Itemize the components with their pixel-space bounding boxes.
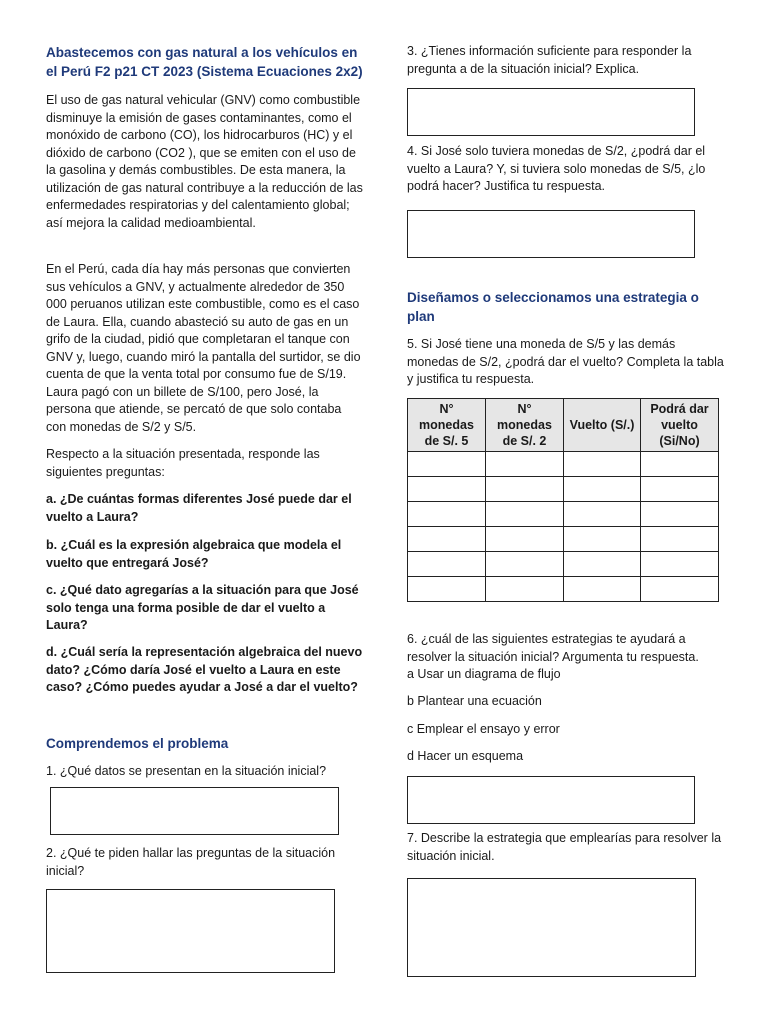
table-row	[408, 452, 719, 477]
table-cell[interactable]	[641, 502, 719, 527]
question-1: 1. ¿Qué datos se presentan en la situación inicial?	[46, 764, 327, 778]
table-row	[408, 577, 719, 602]
section-heading-comprendemos: Comprendemos el problema	[46, 736, 229, 751]
table-cell[interactable]	[564, 452, 641, 477]
table-cell[interactable]	[408, 477, 486, 502]
table-cell[interactable]	[486, 477, 564, 502]
question-b: b. ¿Cuál es la expresión algebraica que modela el vuelto que entregará José?	[46, 538, 342, 570]
table-row	[408, 477, 719, 502]
table-cell[interactable]	[408, 452, 486, 477]
table-cell[interactable]	[564, 477, 641, 502]
coin-table	[407, 398, 719, 602]
option-b: b Plantear una ecuación	[407, 694, 542, 708]
question-d: d. ¿Cuál sería la representación algebraica del nuevo dato? ¿Cómo daría José el vuelto a Laura en este caso? ¿Cómo puedes ayudar a José a dar el vuelto?	[46, 645, 363, 694]
table-cell[interactable]	[408, 577, 486, 602]
table-cell[interactable]	[486, 452, 564, 477]
option-d: d Hacer un esquema	[407, 749, 524, 763]
table-row	[408, 527, 719, 552]
question-4: 4. Si José solo tuviera monedas de S/2, ¿podrá dar el vuelto a Laura? Y, si tuviera solo monedas de S/5, ¿lo podrá hacer? Justifica tu respuesta.	[407, 144, 706, 193]
table-cell[interactable]	[564, 552, 641, 577]
section-heading-disenamos: Diseñamos o seleccionamos una estrategia o plan	[407, 290, 699, 324]
table-cell[interactable]	[641, 552, 719, 577]
answer-box-2[interactable]	[46, 889, 335, 973]
table-cell[interactable]	[408, 552, 486, 577]
question-7: 7. Describe la estrategia que emplearías para resolver la situación inicial.	[407, 831, 722, 863]
answer-box-3[interactable]	[407, 88, 695, 136]
table-cell[interactable]	[486, 577, 564, 602]
table-cell[interactable]	[641, 527, 719, 552]
question-3: 3. ¿Tienes información suficiente para responder la pregunta a de la situación inicial? Explica.	[407, 44, 692, 76]
answer-box-4[interactable]	[407, 210, 695, 258]
question-2: 2. ¿Qué te piden hallar las preguntas de la situación inicial?	[46, 846, 336, 878]
table-header-row	[408, 399, 719, 452]
table-header-cell: Vuelto (S/.)	[564, 399, 641, 452]
table-header-cell: Podrá dar vuelto (Si/No)	[641, 399, 719, 452]
answer-box-1[interactable]	[50, 787, 339, 835]
question-a: a. ¿De cuántas formas diferentes José puede dar el vuelto a Laura?	[46, 492, 352, 524]
page-title: Abastecemos con gas natural a los vehículos en el Perú F2 p21 CT 2023 (Sistema Ecuaciones 2x2)	[46, 45, 363, 79]
option-c: c Emplear el ensayo y error	[407, 722, 560, 736]
table-cell[interactable]	[564, 502, 641, 527]
table-cell[interactable]	[408, 502, 486, 527]
table-row	[408, 502, 719, 527]
option-a: a Usar un diagrama de flujo	[407, 667, 561, 681]
table-cell[interactable]	[641, 577, 719, 602]
table-header-cell: N° monedas de S/. 5	[408, 399, 486, 452]
answer-box-6[interactable]	[407, 776, 695, 824]
question-6: 6. ¿cuál de las siguientes estrategias te ayudará a resolver la situación inicial? Argumenta tu respuesta.	[407, 632, 699, 664]
table-cell[interactable]	[564, 527, 641, 552]
table-cell[interactable]	[486, 527, 564, 552]
table-header-cell: N° monedas de S/. 2	[486, 399, 564, 452]
table-cell[interactable]	[564, 577, 641, 602]
table-row	[408, 552, 719, 577]
table-cell[interactable]	[486, 552, 564, 577]
answer-box-7[interactable]	[407, 878, 696, 977]
question-5: 5. Si José tiene una moneda de S/5 y las demás monedas de S/2, ¿podrá dar el vuelto? Completa la tabla y justifica tu respuesta.	[407, 337, 724, 386]
intro-paragraph-1: El uso de gas natural vehicular (GNV) como combustible disminuye la emisión de gases contaminantes, como el monóxido de carbono (CO), los hidrocarburos (HC) y el dióxido de carbono (CO2 ), que se emiten con el uso de la gasolina y demás combustibles. De esta manera, la utilización de gas natural contribuye a la reducción de las enfermedades respiratorias y del calentamiento global; así mejora la calidad medioambiental.	[46, 93, 363, 230]
table-cell[interactable]	[641, 477, 719, 502]
table-cell[interactable]	[408, 527, 486, 552]
question-c: c. ¿Qué dato agregarías a la situación para que José solo tenga una forma posible de dar el vuelto a Laura?	[46, 583, 359, 632]
intro-paragraph-2: En el Perú, cada día hay más personas que convierten sus vehículos a GNV, y actualmente alrededor de 350 000 peruanos utilizan este combustible, como es el caso de Laura. Ella, cuando abasteció su auto de gas en un grifo de la ciudad, pidió que completaran el tanque con GNV y, luego, cuando miró la pantalla del surtidor, se dio cuenta de que la venta total por consumo fue de S/19. Laura pagó con un billete de S/100, pero José, la persona que atiende, se percató de que solo contaba con monedas de S/2 y S/5.	[46, 262, 361, 434]
table-cell[interactable]	[641, 452, 719, 477]
table-cell[interactable]	[486, 502, 564, 527]
intro-paragraph-3: Respecto a la situación presentada, responde las siguientes preguntas:	[46, 447, 320, 479]
